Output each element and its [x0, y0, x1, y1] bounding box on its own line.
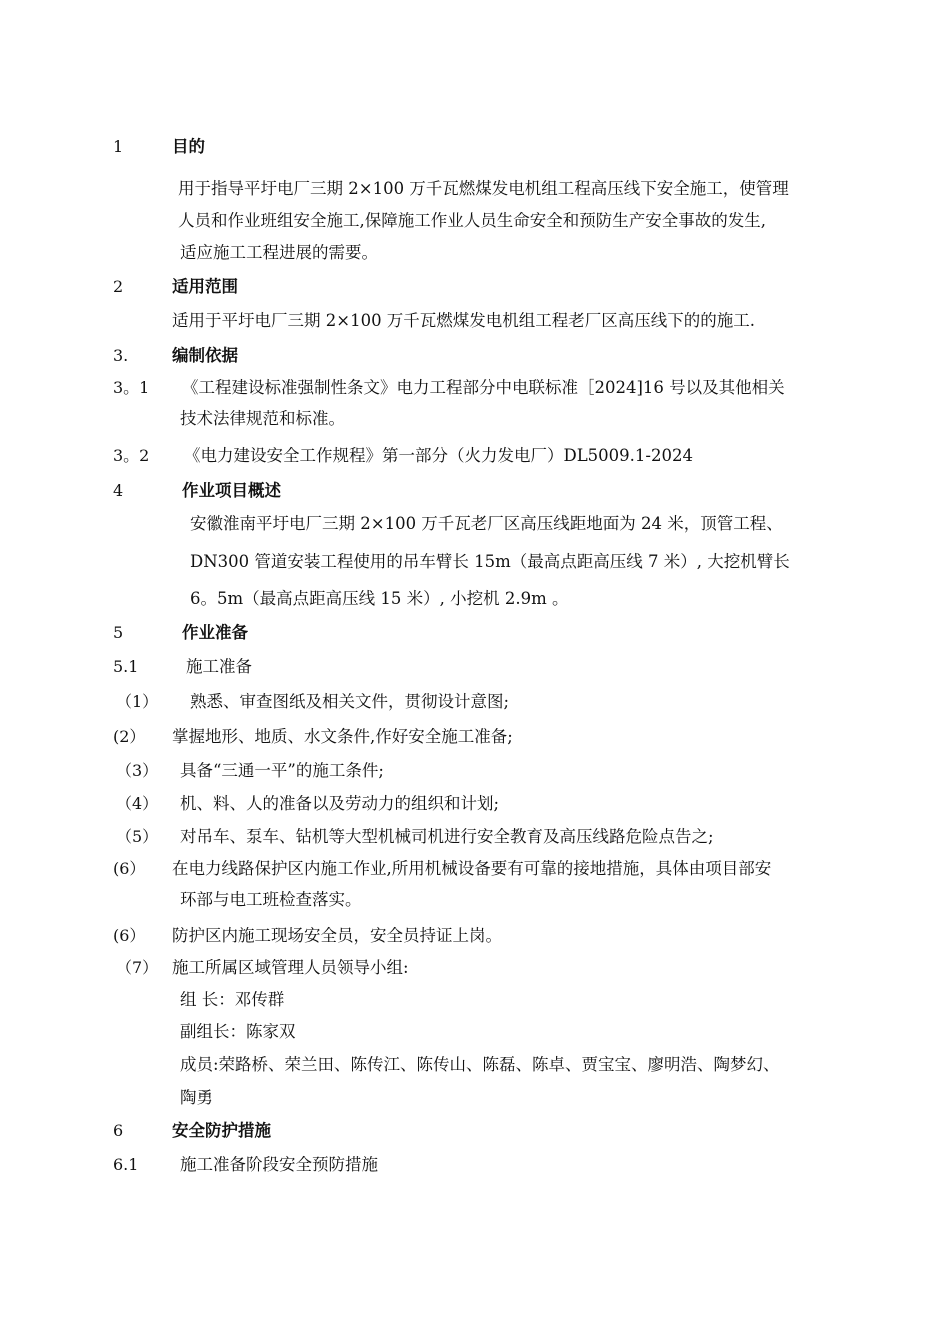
item-3-1-number: 3。1 — [113, 378, 150, 397]
subsection-5-1-title: 施工准备 — [186, 657, 252, 676]
item-2-text: 掌握地形、地质、水文条件,作好安全施工准备; — [172, 727, 513, 746]
item-7-text: 施工所属区域管理人员领导小组: — [172, 958, 409, 977]
item-2-number: (2） — [113, 727, 146, 746]
section-5-title: 作业准备 — [182, 623, 248, 642]
section-5-number: 5 — [113, 623, 124, 642]
section-2-line-1: 适用于平圩电厂三期 2×100 万千瓦燃煤发电机组工程老厂区高压线下的的施工. — [172, 311, 756, 330]
section-1-line-1: 用于指导平圩电厂三期 2×100 万千瓦燃煤发电机组工程高压线下安全施工，使管理 — [178, 179, 789, 198]
item-6a-text-cont: 环部与电工班检查落实。 — [180, 890, 362, 909]
item-3-2-line-1: 《电力建设安全工作规程》第一部分（火力发电厂）DL5009.1-2024 — [184, 446, 693, 465]
group-members-cont: 陶勇 — [180, 1088, 213, 1107]
subsection-6-1-number: 6.1 — [113, 1155, 139, 1174]
item-5-number: （5） — [116, 827, 159, 846]
section-1-line-3: 适应施工工程进展的需要。 — [180, 243, 378, 262]
section-4-line-3: 6。5m（最高点距高压线 15 米）, 小挖机 2.9m 。 — [190, 589, 569, 608]
subsection-5-1-number: 5.1 — [113, 657, 139, 676]
section-4-line-1: 安徽淮南平圩电厂三期 2×100 万千瓦老厂区高压线距地面为 24 米，顶管工程、 — [190, 514, 783, 533]
section-1-line-2: 人员和作业班组安全施工,保障施工作业人员生命安全和预防生产安全事故的发生, — [178, 211, 766, 230]
section-1-title: 目的 — [172, 137, 205, 156]
item-1-number: （1） — [116, 692, 159, 711]
section-4-title: 作业项目概述 — [182, 481, 281, 500]
item-7-number: （7） — [116, 958, 159, 977]
section-2-title: 适用范围 — [172, 277, 238, 296]
group-members: 成员:荣路桥、荣兰田、陈传江、陈传山、陈磊、陈卓、贾宝宝、廖明浩、陶梦幻、 — [180, 1055, 780, 1074]
section-3-title: 编制依据 — [172, 346, 238, 365]
item-3-1-line-1: 《工程建设标准强制性条文》电力工程部分中电联标准［2024]16 号以及其他相关 — [182, 378, 785, 397]
section-1-number: 1 — [113, 137, 124, 156]
item-1-text: 熟悉、审查图纸及相关文件，贯彻设计意图; — [190, 692, 510, 711]
group-leader: 组 长：邓传群 — [180, 990, 285, 1009]
section-2-number: 2 — [113, 277, 124, 296]
item-4-text: 机、料、人的准备以及劳动力的组织和计划; — [180, 794, 500, 813]
section-6-title: 安全防护措施 — [172, 1121, 271, 1140]
item-3-number: （3） — [116, 761, 159, 780]
section-6-number: 6 — [113, 1121, 124, 1140]
item-3-text: 具备“三通一平”的施工条件; — [180, 761, 384, 780]
section-3-number: 3. — [113, 346, 129, 365]
item-6a-text: 在电力线路保护区内施工作业,所用机械设备要有可靠的接地措施，具体由项目部安 — [172, 859, 772, 878]
item-3-1-line-2: 技术法律规范和标准。 — [180, 409, 345, 428]
item-4-number: （4） — [116, 794, 159, 813]
item-6a-number: (6） — [113, 859, 146, 878]
section-4-number: 4 — [113, 481, 124, 500]
item-3-2-number: 3。2 — [113, 446, 150, 465]
section-4-line-2: DN300 管道安装工程使用的吊车臂长 15m（最高点距高压线 7 米）, 大挖机臂长 — [190, 552, 790, 571]
item-5-text: 对吊车、泵车、钻机等大型机械司机进行安全教育及高压线路危险点告之; — [180, 827, 714, 846]
item-6b-number: (6） — [113, 926, 146, 945]
group-deputy: 副组长：陈家双 — [180, 1022, 296, 1041]
item-6b-text: 防护区内施工现场安全员，安全员持证上岗。 — [172, 926, 502, 945]
subsection-6-1-title: 施工准备阶段安全预防措施 — [180, 1155, 378, 1174]
